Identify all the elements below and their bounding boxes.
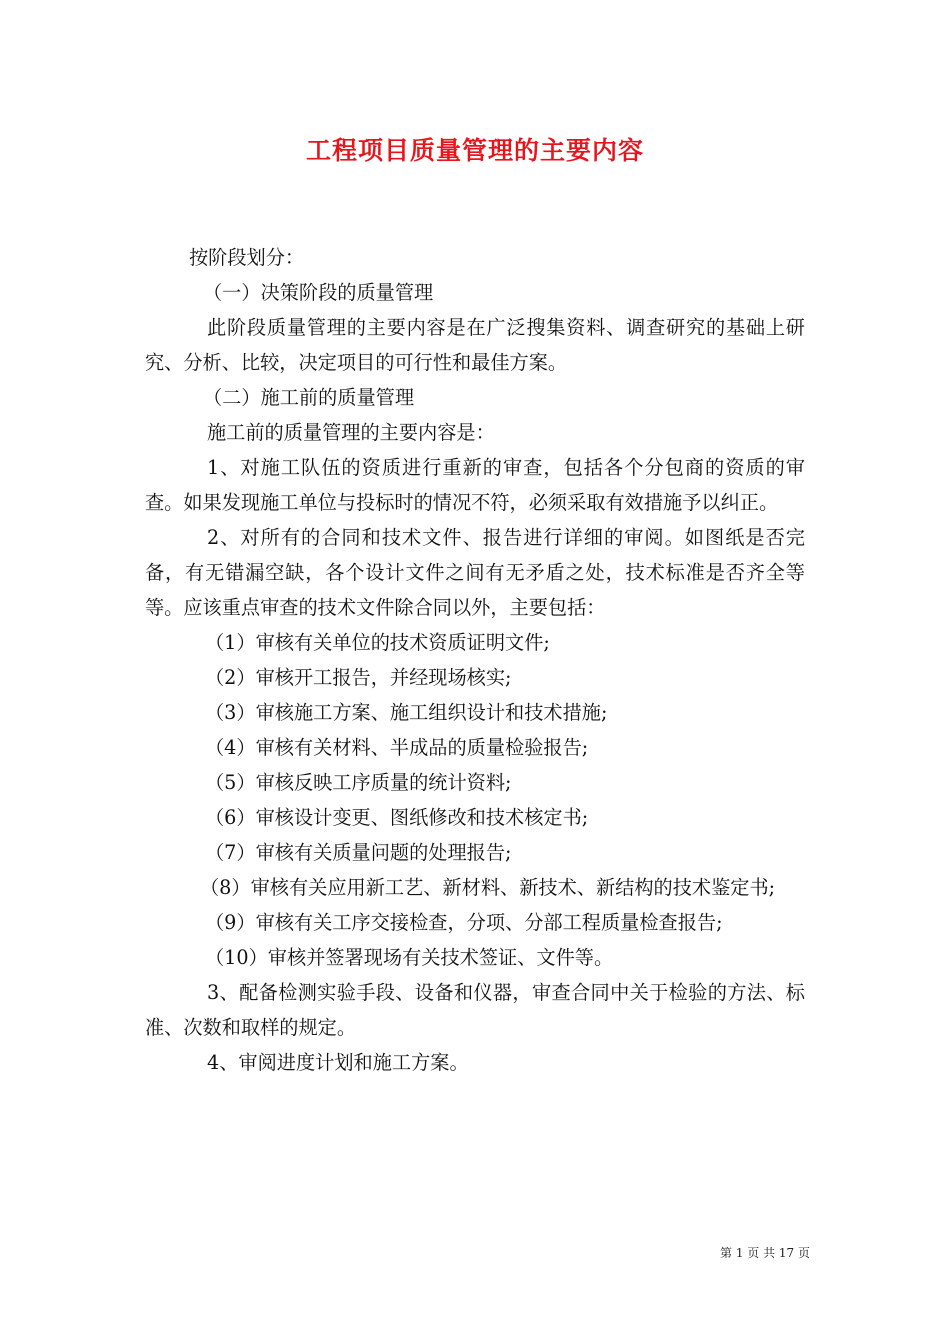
page-number: 第 1 页 共 17 页 xyxy=(720,1246,810,1260)
list-item: （6）审核设计变更、图纸修改和技术核定书; xyxy=(205,806,589,829)
list-item: （5）审核反映工序质量的统计资料; xyxy=(205,771,512,794)
list-item: （2）审核开工报告，并经现场核实; xyxy=(205,666,512,689)
list-item: （4）审核有关材料、半成品的质量检验报告; xyxy=(205,736,589,759)
paragraph-pre-construction-intro: 施工前的质量管理的主要内容是： xyxy=(207,421,495,444)
paragraph-stage-division: 按阶段划分： xyxy=(189,246,305,269)
paragraph-item-2: 2、对所有的合同和技术文件、报告进行详细的审阅。如图纸是否完备，有无错漏空缺，各个设计文件之间有无矛盾之处，技术标准是否齐全等等。应该重点审查的技术文件除合同以外，主要包括： xyxy=(145,526,805,619)
paragraph-item-4: 4、审阅进度计划和施工方案。 xyxy=(207,1051,469,1074)
heading-decision-stage: （一）决策阶段的质量管理 xyxy=(203,281,434,304)
paragraph-item-3: 3、配备检测实验手段、设备和仪器，审查合同中关于检验的方法、标准、次数和取样的规定。 xyxy=(145,981,805,1039)
paragraph-item-1: 1、对施工队伍的资质进行重新的审查，包括各个分包商的资质的审查。如果发现施工单位与投标时的情况不符，必须采取有效措施予以纠正。 xyxy=(145,456,805,514)
list-item: （10）审核并签署现场有关技术签证、文件等。 xyxy=(205,946,614,969)
list-item: （8）审核有关应用新工艺、新材料、新技术、新结构的技术鉴定书; xyxy=(200,876,776,899)
heading-pre-construction: （二）施工前的质量管理 xyxy=(203,386,415,409)
list-item: （9）审核有关工序交接检查，分项、分部工程质量检查报告; xyxy=(205,911,723,934)
document-title: 工程项目质量管理的主要内容 xyxy=(305,136,644,165)
list-item: （3）审核施工方案、施工组织设计和技术措施; xyxy=(205,701,608,724)
list-item: （7）审核有关质量问题的处理报告; xyxy=(205,841,512,864)
document-body xyxy=(145,240,805,1080)
paragraph-decision-stage: 此阶段质量管理的主要内容是在广泛搜集资料、调查研究的基础上研究、分析、比较，决定项目的可行性和最佳方案。 xyxy=(145,316,805,374)
list-item: （1）审核有关单位的技术资质证明文件; xyxy=(205,631,550,654)
